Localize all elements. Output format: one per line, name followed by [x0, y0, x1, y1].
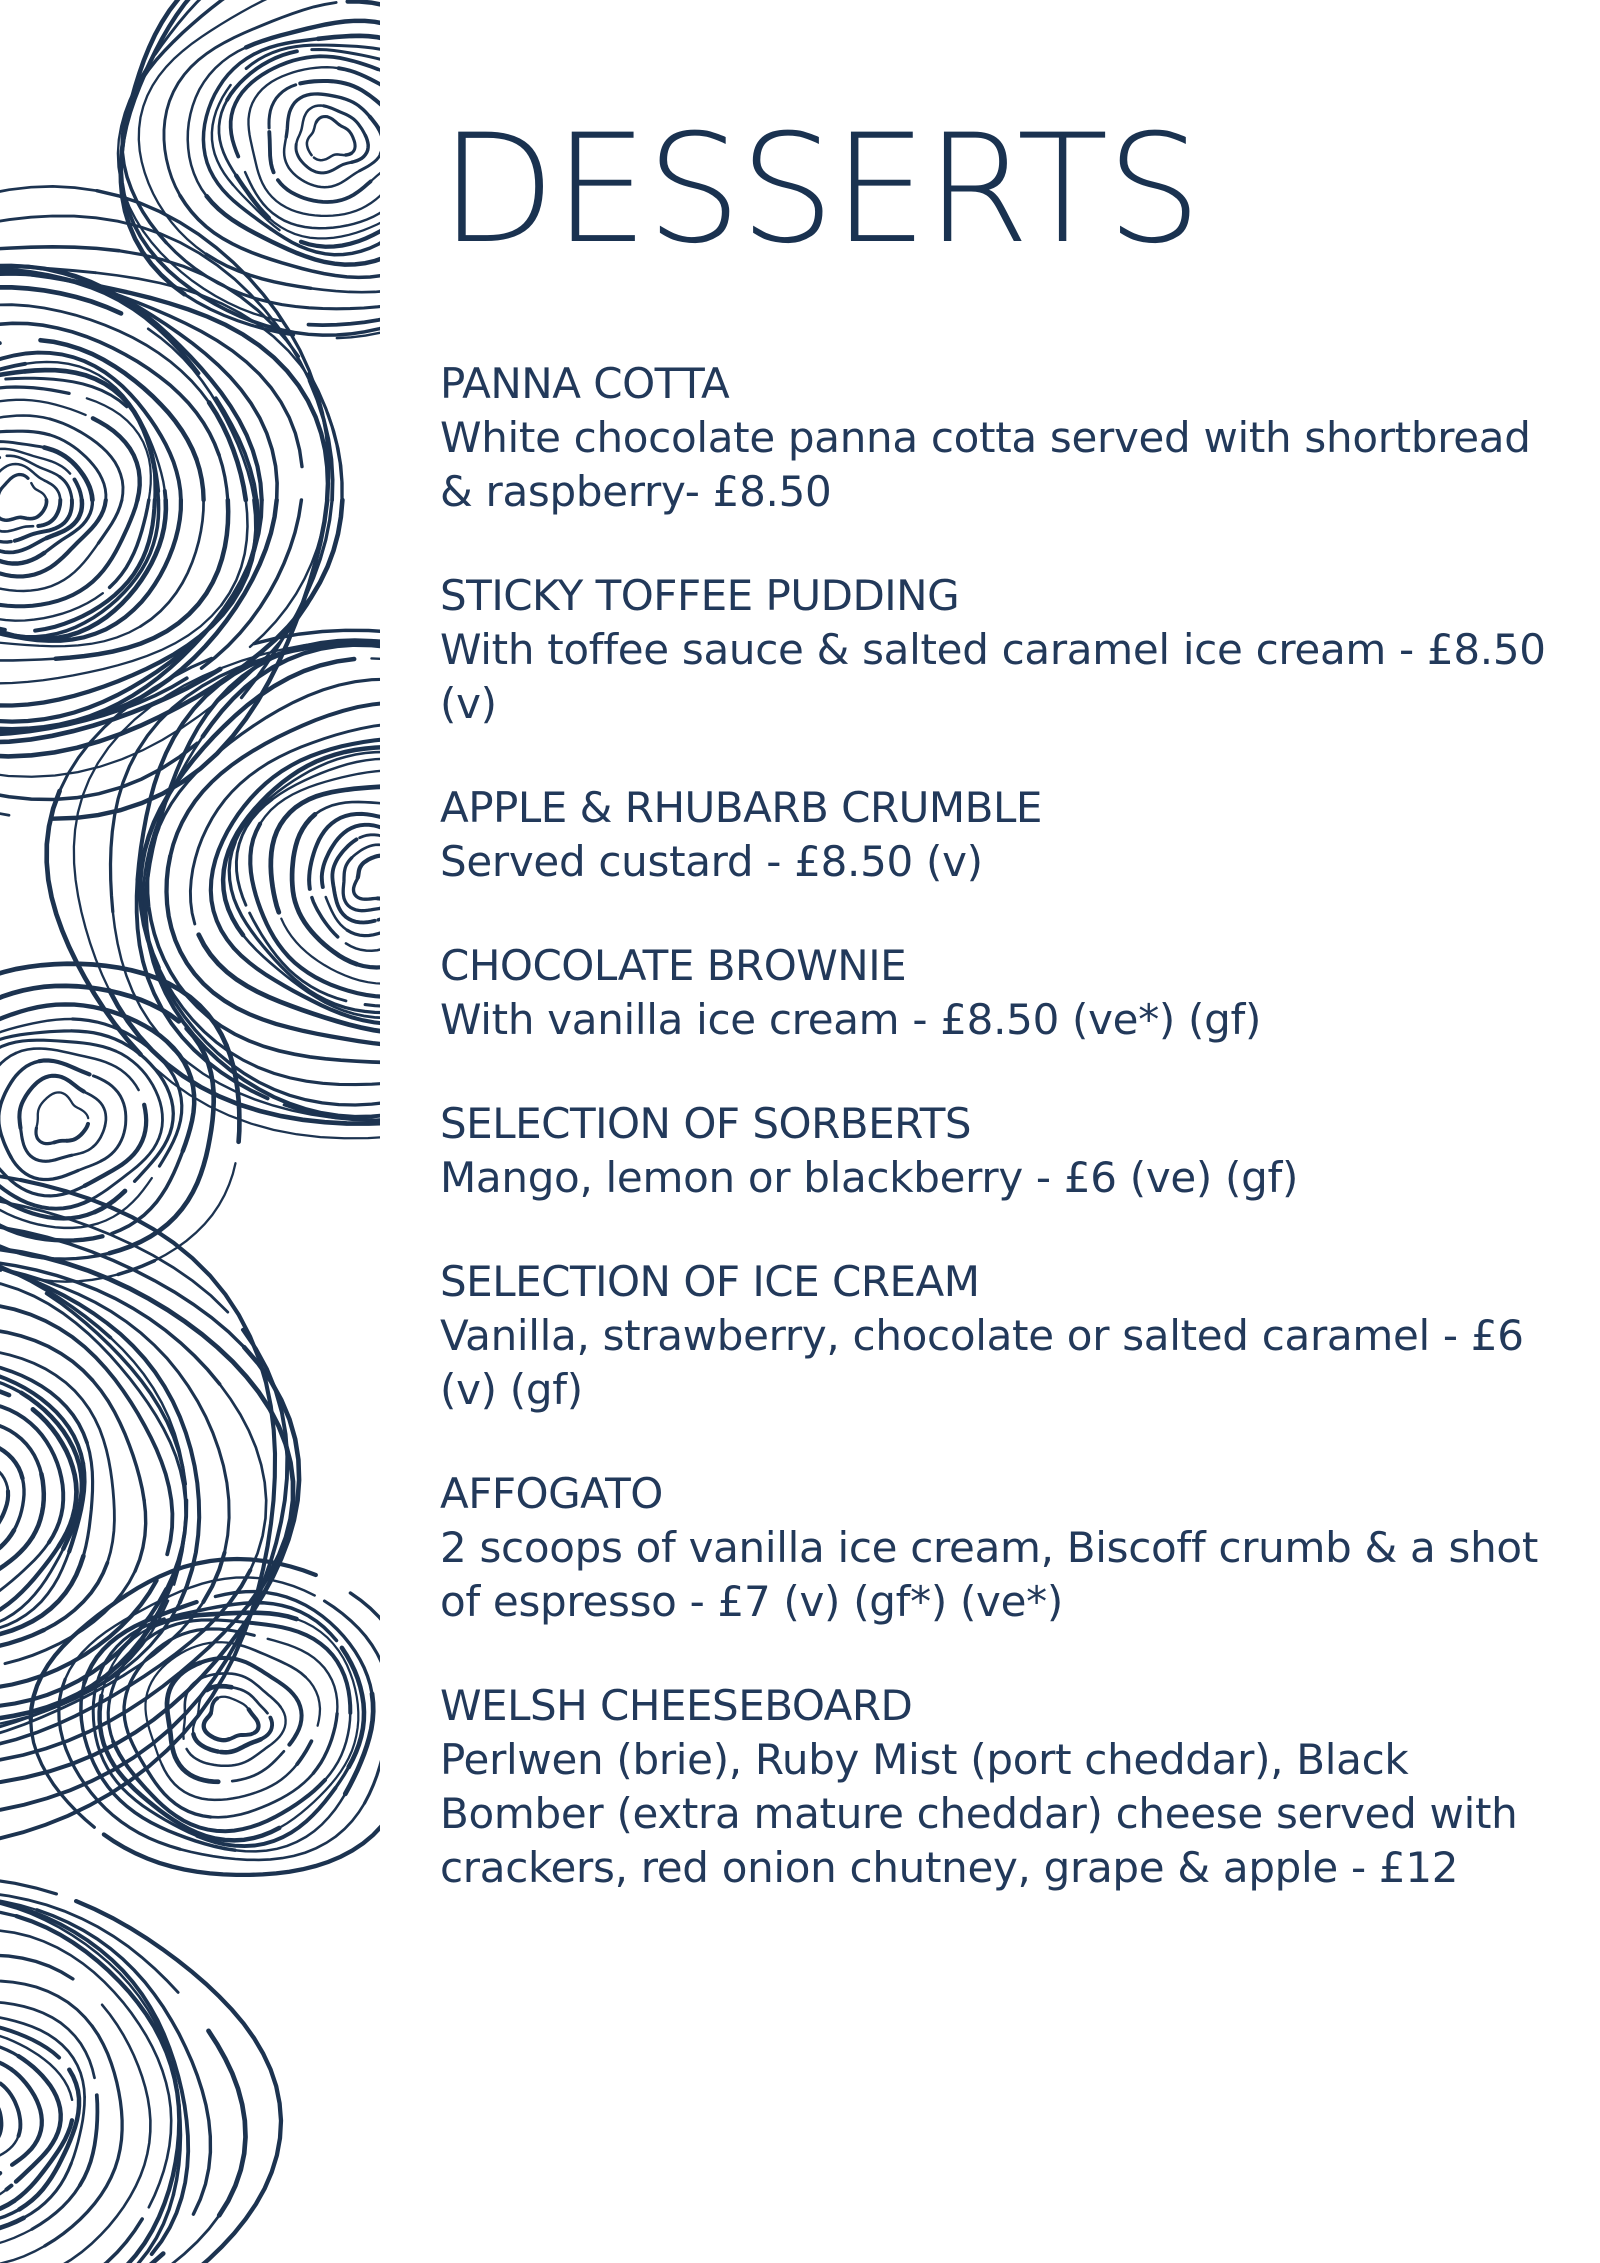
swirl-line: [231, 1734, 253, 1739]
menu-item-panna-cotta: [440, 357, 1560, 519]
page-title: DESSERTS: [440, 103, 1200, 277]
swirl-line: [33, 1474, 44, 1537]
swirl-line: [93, 1380, 145, 1500]
swirl-line: [187, 1746, 270, 1766]
item-description: Perlwen (brie), Ruby Mist (port cheddar), Black Bomber (extra mature cheddar) cheese served with crackers, red onion chutney, grape & apple - £12: [440, 1735, 1518, 1892]
item-name: APPLE & RHUBARB CRUMBLE: [440, 783, 1042, 832]
swirl-line: [0, 2136, 19, 2162]
swirl-line: [14, 1478, 24, 1530]
menu-item-sorbets: [440, 1097, 1560, 1205]
swirl-line: [0, 387, 69, 393]
swirl-line: [0, 442, 44, 448]
item-description: With vanilla ice cream - £8.50 (ve*) (gf): [440, 995, 1262, 1044]
swirl-line: [207, 1686, 232, 1690]
swirl-line: [0, 464, 45, 506]
swirl-line: [0, 2229, 32, 2249]
swirl-line: [78, 1161, 101, 1170]
swirl-line: [15, 500, 72, 541]
swirl-line: [261, 1718, 272, 1740]
swirl-line: [67, 1124, 88, 1141]
swirl-line: [292, 814, 357, 964]
swirl-line: [11, 2069, 41, 2164]
swirl-line: [21, 500, 47, 519]
swirl-line: [378, 69, 380, 202]
swirl-line: [281, 901, 380, 984]
swirl-line: [0, 1910, 16, 2204]
swirl-line: [73, 2195, 174, 2263]
swirl-line: [0, 501, 19, 520]
swirl-line: [269, 132, 273, 172]
swirl-line: [164, 3, 336, 196]
menu-item-welsh-cheeseboard: [440, 1679, 1560, 1895]
swirl-line: [37, 1910, 211, 2214]
item-name: SELECTION OF ICE CREAM: [440, 1257, 980, 1306]
swirl-line: [260, 178, 380, 216]
swirl-line: [84, 1092, 106, 1127]
swirl-line: [0, 475, 28, 498]
swirl-line: [135, 1500, 146, 1571]
swirl-line: [0, 1491, 8, 1523]
swirl-line: [281, 290, 380, 335]
swirl-line: [219, 455, 228, 500]
swirl-line: [0, 1404, 63, 1542]
swirl-line: [60, 477, 72, 500]
swirl-line: [231, 1570, 251, 1601]
swirl-line: [0, 2013, 85, 2097]
swirl-line: [36, 1128, 54, 1144]
swirl-line: [0, 1456, 8, 1491]
swirl-line: [70, 2219, 142, 2263]
swirl-line: [297, 1741, 311, 1764]
swirl-line: [354, 878, 376, 900]
swirl-line: [204, 1713, 229, 1740]
swirl-line: [0, 538, 47, 552]
swirl-line: [75, 480, 82, 501]
swirl-line: [141, 932, 380, 1138]
swirl-line: [0, 2096, 1, 2141]
swirl-line: [249, 67, 339, 178]
swirl-line: [93, 1076, 125, 1161]
menu-content: [440, 103, 1560, 1945]
swirl-line: [361, 856, 381, 873]
swirl-line: [314, 154, 346, 160]
swirl-line: [0, 400, 86, 415]
item-description: Served custard - £8.50 (v): [440, 837, 983, 886]
item-name: WELSH CHEESEBOARD: [440, 1681, 913, 1730]
swirl-line: [45, 481, 61, 500]
swirl-line: [0, 1930, 171, 2208]
swirl-line: [0, 1411, 41, 1474]
swirl-line: [165, 491, 166, 500]
swirl-line: [209, 2031, 246, 2216]
menu-item-affogato: [440, 1467, 1560, 1629]
swirl-line: [378, 912, 380, 920]
item-description: With toffee sauce & salted caramel ice cream - £8.50 (v): [440, 625, 1546, 728]
swirl-pattern-decoration: [0, 0, 380, 2263]
swirl-line: [140, 659, 354, 968]
swirl-line: [226, 1045, 239, 1142]
item-name: SELECTION OF SORBERTS: [440, 1099, 972, 1148]
swirl-line: [378, 885, 380, 899]
item-name: STICKY TOFFEE PUDDING: [440, 571, 960, 620]
swirl-line: [0, 431, 50, 436]
swirl-line: [16, 2056, 61, 2182]
swirl-line: [0, 647, 56, 661]
swirl-line: [7, 2186, 12, 2190]
menu-item-sticky-toffee-pudding: [440, 569, 1560, 731]
swirl-line: [371, 165, 380, 182]
item-name: AFFOGATO: [440, 1469, 663, 1518]
swirl-line: [196, 459, 203, 500]
swirl-line: [306, 1677, 320, 1726]
swirl-line: [339, 125, 355, 154]
swirl-line: [36, 1092, 69, 1128]
swirl-line: [39, 1061, 89, 1075]
item-description: Vanilla, strawberry, chocolate or salted caramel - £6 (v) (gf): [440, 1311, 1524, 1414]
swirl-line: [118, 54, 281, 321]
menu-item-chocolate-brownie: [440, 939, 1560, 1047]
swirl-pattern-art: [0, 0, 380, 2263]
swirl-line: [0, 1064, 118, 1281]
swirl-line: [281, 1751, 284, 1754]
swirl-line: [289, 331, 328, 500]
swirl-line: [236, 176, 269, 218]
swirl-line: [296, 106, 323, 145]
item-description: 2 scoops of vanilla ice cream, Biscoff crumb & a shot of espresso - £7 (v) (gf*) (ve*): [440, 1523, 1538, 1626]
swirl-line: [31, 483, 46, 500]
swirl-line: [278, 180, 371, 202]
swirl-line: [217, 1697, 248, 1710]
swirl-line: [307, 122, 316, 155]
swirl-line: [232, 1754, 281, 1781]
swirl-line: [284, 932, 380, 1120]
swirl-line: [93, 1126, 105, 1147]
swirl-line: [269, 209, 380, 239]
swirl-line: [249, 1709, 259, 1732]
swirl-line: [0, 2030, 7, 2107]
swirl-line: [346, 153, 351, 155]
swirl-line: [0, 513, 33, 532]
swirl-line: [315, 802, 380, 814]
swirl-line: [7, 2039, 72, 2100]
swirl-line: [313, 1714, 337, 1774]
swirl-line: [158, 491, 159, 500]
item-name: CHOCOLATE BROWNIE: [440, 941, 907, 990]
menu-item-ice-cream: [440, 1255, 1560, 1417]
swirl-line: [250, 1623, 350, 1713]
swirl-line: [93, 418, 140, 500]
swirl-line: [0, 1955, 73, 1979]
item-name: PANNA COTTA: [440, 359, 730, 408]
item-description: White chocolate panna cotta served with shortbread & raspberry- £8.50: [440, 413, 1531, 516]
swirl-line: [211, 1773, 314, 1817]
item-description: Mango, lemon or blackberry - £6 (ve) (gf): [440, 1153, 1299, 1202]
swirl-line: [72, 1147, 93, 1156]
swirl-line: [24, 2164, 71, 2218]
menu-item-apple-rhubarb-crumble: [440, 781, 1560, 889]
swirl-line: [1, 2084, 21, 2136]
swirl-line: [370, 117, 380, 154]
swirl-line: [372, 658, 381, 924]
swirl-line: [316, 117, 339, 125]
swirl-line: [98, 500, 122, 543]
swirl-line: [69, 1099, 88, 1119]
swirl-line: [19, 1076, 83, 1128]
swirl-line: [324, 106, 366, 136]
swirl-line: [239, 1645, 306, 1677]
swirl-line: [211, 1698, 217, 1712]
swirl-line: [111, 1338, 187, 1585]
swirl-line: [253, 1733, 255, 1734]
swirl-line: [80, 2095, 98, 2185]
swirl-line: [154, 1163, 235, 1261]
